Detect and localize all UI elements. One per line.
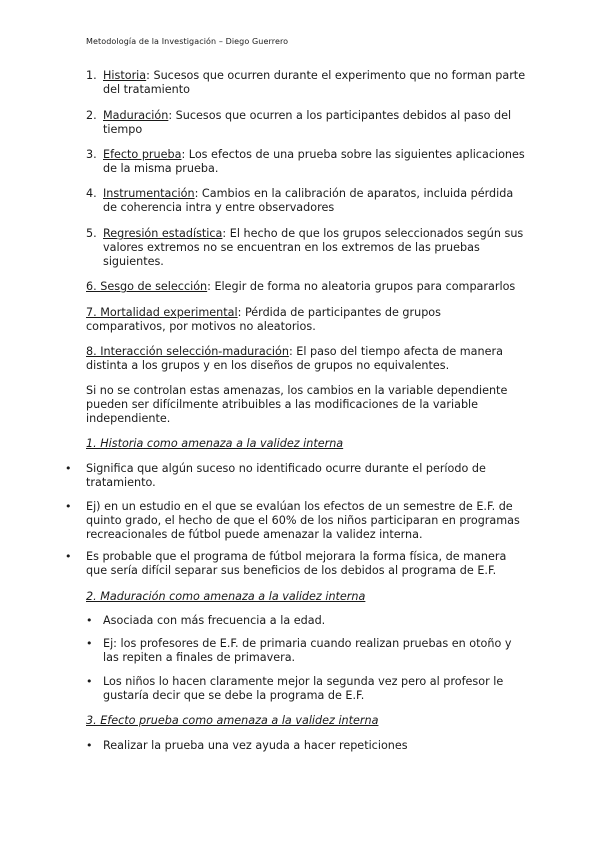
bullet-line: Asociada con más frecuencia a la edad. [103,614,326,627]
bullet-line: las repiten a finales de primavera. [103,651,296,664]
bullet-icon: • [65,500,72,513]
bullet-line: que sería difícil separar sus beneficios de los debidos al programa de E.F. [86,564,497,577]
list-text-cont: valores extremos no se encuentran en los extremos de las pruebas [103,241,480,254]
list-text [103,227,523,241]
bullet-line: Significa que algún suceso no identificado ocurre durante el período de [86,462,486,475]
definition: : Sucesos que ocurren a los participantes debidos al paso del [168,109,512,122]
page-header: Metodología de la Investigación – Diego Guerrero [86,37,289,46]
bullet-line: Ej: los profesores de E.F. de primaria cuando realizan pruebas en otoño y [103,637,512,650]
section-heading: 1. Historia como amenaza a la validez interna [86,437,344,450]
definition: : Sucesos que ocurren durante el experimento que no forman parte [146,69,526,82]
definition: : Cambios en la calibración de aparatos, incluida pérdida [194,187,514,200]
list-number: 2. [86,109,97,122]
bullet-icon: • [86,739,93,752]
list-text [103,148,525,162]
list-number: 3. [86,148,97,161]
list-text [86,306,441,320]
bullet-line: Ej) en un estudio en el que se evalúan los efectos de un semestre de E.F. de [86,500,513,513]
list-number: 1. [86,69,97,82]
paragraph-line: independiente. [86,412,171,425]
definition: : El paso del tiempo afecta de manera [288,345,503,358]
term: 6. Sesgo de selección [86,280,208,293]
bullet-line: recreacionales de fútbol puede amenazar la validez interna. [86,528,423,541]
bullet-icon: • [86,675,93,688]
list-number: 5. [86,227,97,240]
term: Regresión estadística [103,227,223,240]
bullet-icon: • [86,637,93,650]
list-text [103,69,525,83]
list-text [86,280,515,294]
bullet-line: Es probable que el programa de fútbol mejorara la forma física, de manera [86,550,507,563]
term: Maduración [103,109,169,122]
term: 7. Mortalidad experimental [86,306,238,319]
section-heading: 2. Maduración como amenaza a la validez interna [86,590,366,603]
definition: : Pérdida de participantes de grupos [237,306,441,319]
bullet-icon: • [65,462,72,475]
list-text-cont: distinta a los grupos y en los diseños de grupos no equivalentes. [86,359,450,372]
list-text-cont: de coherencia intra y entre observadores [103,201,335,214]
term: 8. Interacción selección-maduración [86,345,289,358]
list-text-cont: del tratamiento [103,83,190,96]
definition: : Los efectos de una prueba sobre las siguientes aplicaciones [181,148,525,161]
term: Efecto prueba [103,148,182,161]
paragraph-line: pueden ser difícilmente atribuibles a las modificaciones de la variable [86,398,479,411]
definition: : Elegir de forma no aleatoria grupos para compararlos [207,280,516,293]
list-text-cont: tiempo [103,123,143,136]
term: Historia [103,69,147,82]
paragraph-line: Si no se controlan estas amenazas, los cambios en la variable dependiente [86,384,508,397]
bullet-line: Los niños lo hacen claramente mejor la segunda vez pero al profesor le [103,675,504,688]
bullet-line: quinto grado, el hecho de que el 60% de los niños participaran en programas [86,514,520,527]
list-text [103,109,511,123]
bullet-line: Realizar la prueba una vez ayuda a hacer repeticiones [103,739,408,752]
list-text [103,187,513,201]
list-text-cont: siguientes. [103,255,164,268]
term: Instrumentación [103,187,195,200]
list-text [86,345,503,359]
list-text-cont: de la misma prueba. [103,162,219,175]
section-heading: 3. Efecto prueba como amenaza a la validez interna [86,714,379,727]
list-text-cont: comparativos, por motivos no aleatorios. [86,320,316,333]
list-number: 4. [86,187,97,200]
bullet-line: gustaría decir que se debe la programa de E.F. [103,689,365,702]
definition: : El hecho de que los grupos seleccionados según sus [222,227,524,240]
bullet-line: tratamiento. [86,476,156,489]
bullet-icon: • [86,614,93,627]
bullet-icon: • [65,550,72,563]
